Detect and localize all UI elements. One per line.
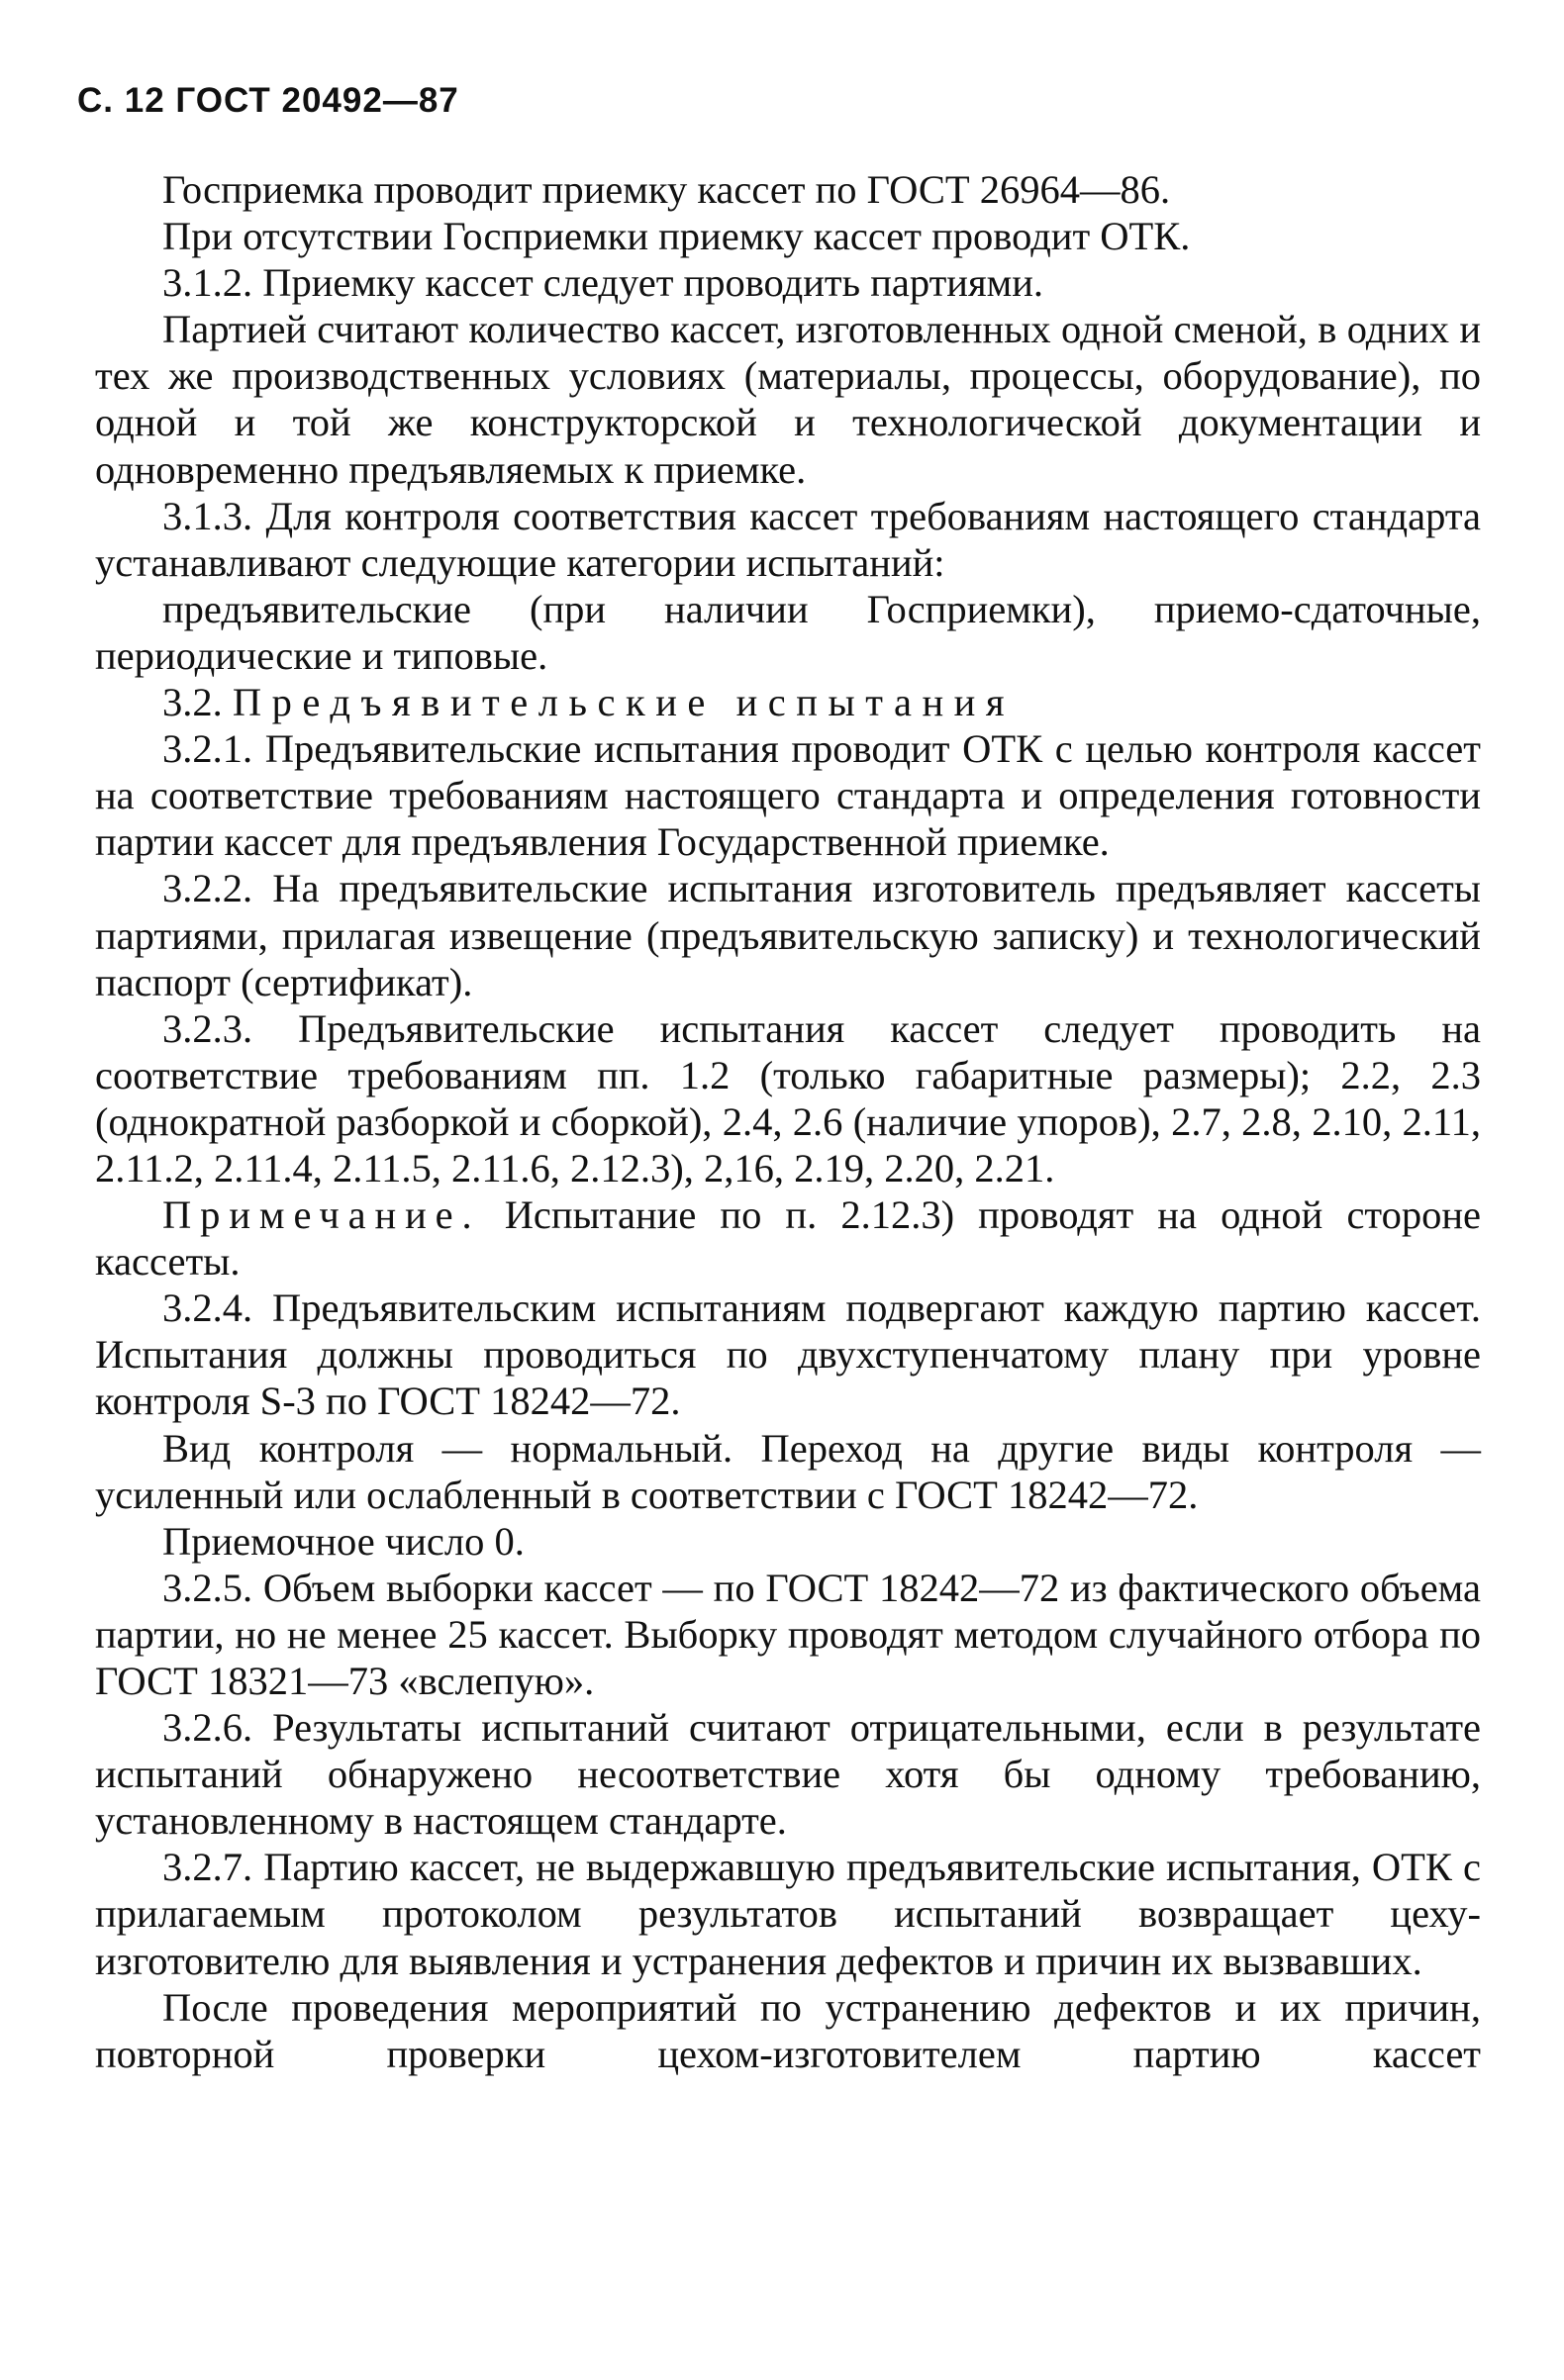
section-title: Предъявительские испытания xyxy=(232,680,1016,725)
paragraph: 3.2.2. На предъявительские испытания изготовитель предъявляет кассеты партиями, прилагая извещение (предъявительскую записку) и технологический паспорт (сертификат). xyxy=(95,866,1481,1004)
paragraph: 3.1.3. Для контроля соответствия кассет требованиям настоящего стандарта устанавливают следующие категории испытаний: xyxy=(95,493,1481,585)
paragraph: 3.1.2. Приемку кассет следует проводить партиями. xyxy=(162,260,1044,306)
document-body xyxy=(95,166,1481,2077)
paragraph: 3.2.7. Партию кассет, не выдержавшую предъявительские испытания, ОТК с прилагаемым протоколом результатов испытаний возвращает цеху-изготовителю для выявления и устранения дефектов и причин их вызвавших. xyxy=(95,1845,1481,1983)
paragraph: 3.2.1. Предъявительские испытания проводит ОТК с целью контроля кассет на соответствие требованиям настоящего стандарта и определения готовности партии кассет для предъявления Государственной приемке. xyxy=(95,726,1481,865)
section-number: 3.2. xyxy=(162,680,223,725)
section-heading xyxy=(95,679,1481,725)
paragraph: предъявительские (при наличии Госприемки), приемо-сдаточные, периодические и типовые. xyxy=(95,586,1481,678)
paragraph: Партией считают количество кассет, изготовленных одной сменой, в одних и тех же производственных условиях (материалы, процессы, оборудование), по одной и той же конструкторской и технологической документации и одновременно предъявляемых к приемке. xyxy=(95,307,1481,492)
paragraph: При отсутствии Госприемки приемку кассет проводит ОТК. xyxy=(162,214,1191,259)
note xyxy=(95,1191,1481,1285)
paragraph: 3.2.5. Объем выборки кассет — по ГОСТ 18242—72 из фактического объема партии, но не менее 25 кассет. Выборку проводят методом случайного отбора по ГОСТ 18321—73 «вслепую». xyxy=(95,1565,1481,1703)
paragraph: 3.2.6. Результаты испытаний считают отрицательными, если в результате испытаний обнаружено несоответствие хотя бы одному требованию, установленному в настоящем стандарте. xyxy=(95,1705,1481,1844)
paragraph: 3.2.3. Предъявительские испытания кассет следует проводить на соответствие требованиям пп. 1.2 (только габаритные размеры); 2.2, 2.3 (однократной разборкой и сборкой), 2.4, 2.6 (наличие упоров), 2.7, 2.8, 2.10, 2.11, 2.11.2, 2.11.4, 2.11.5, 2.11.6, 2.12.3), 2,16, 2.19, 2.20, 2.21. xyxy=(95,1005,1481,1190)
paragraph: 3.2.4. Предъявительским испытаниям подвергают каждую партию кассет. Испытания должны проводиться по двухступенчатому плану при уровне контроля S-3 по ГОСТ 18242—72. xyxy=(95,1285,1481,1424)
note-label: Примечание. xyxy=(162,1192,481,1238)
page-header: С. 12 ГОСТ 20492—87 xyxy=(77,81,459,120)
paragraph: Госприемка проводит приемку кассет по ГОСТ 26964—86. xyxy=(162,167,1171,212)
paragraph: Вид контроля — нормальный. Переход на другие виды контроля — усиленный или ослабленный в соответствии с ГОСТ 18242—72. xyxy=(95,1425,1481,1517)
paragraph: После проведения мероприятий по устранению дефектов и их причин, повторной проверки цехом-изготовителем партию кассет xyxy=(95,1984,1481,2076)
note-text: Испытание по п. 2.12.3) проводят на одной стороне кассеты. xyxy=(95,1192,1481,1285)
paragraph: Приемочное число 0. xyxy=(162,1518,525,1564)
